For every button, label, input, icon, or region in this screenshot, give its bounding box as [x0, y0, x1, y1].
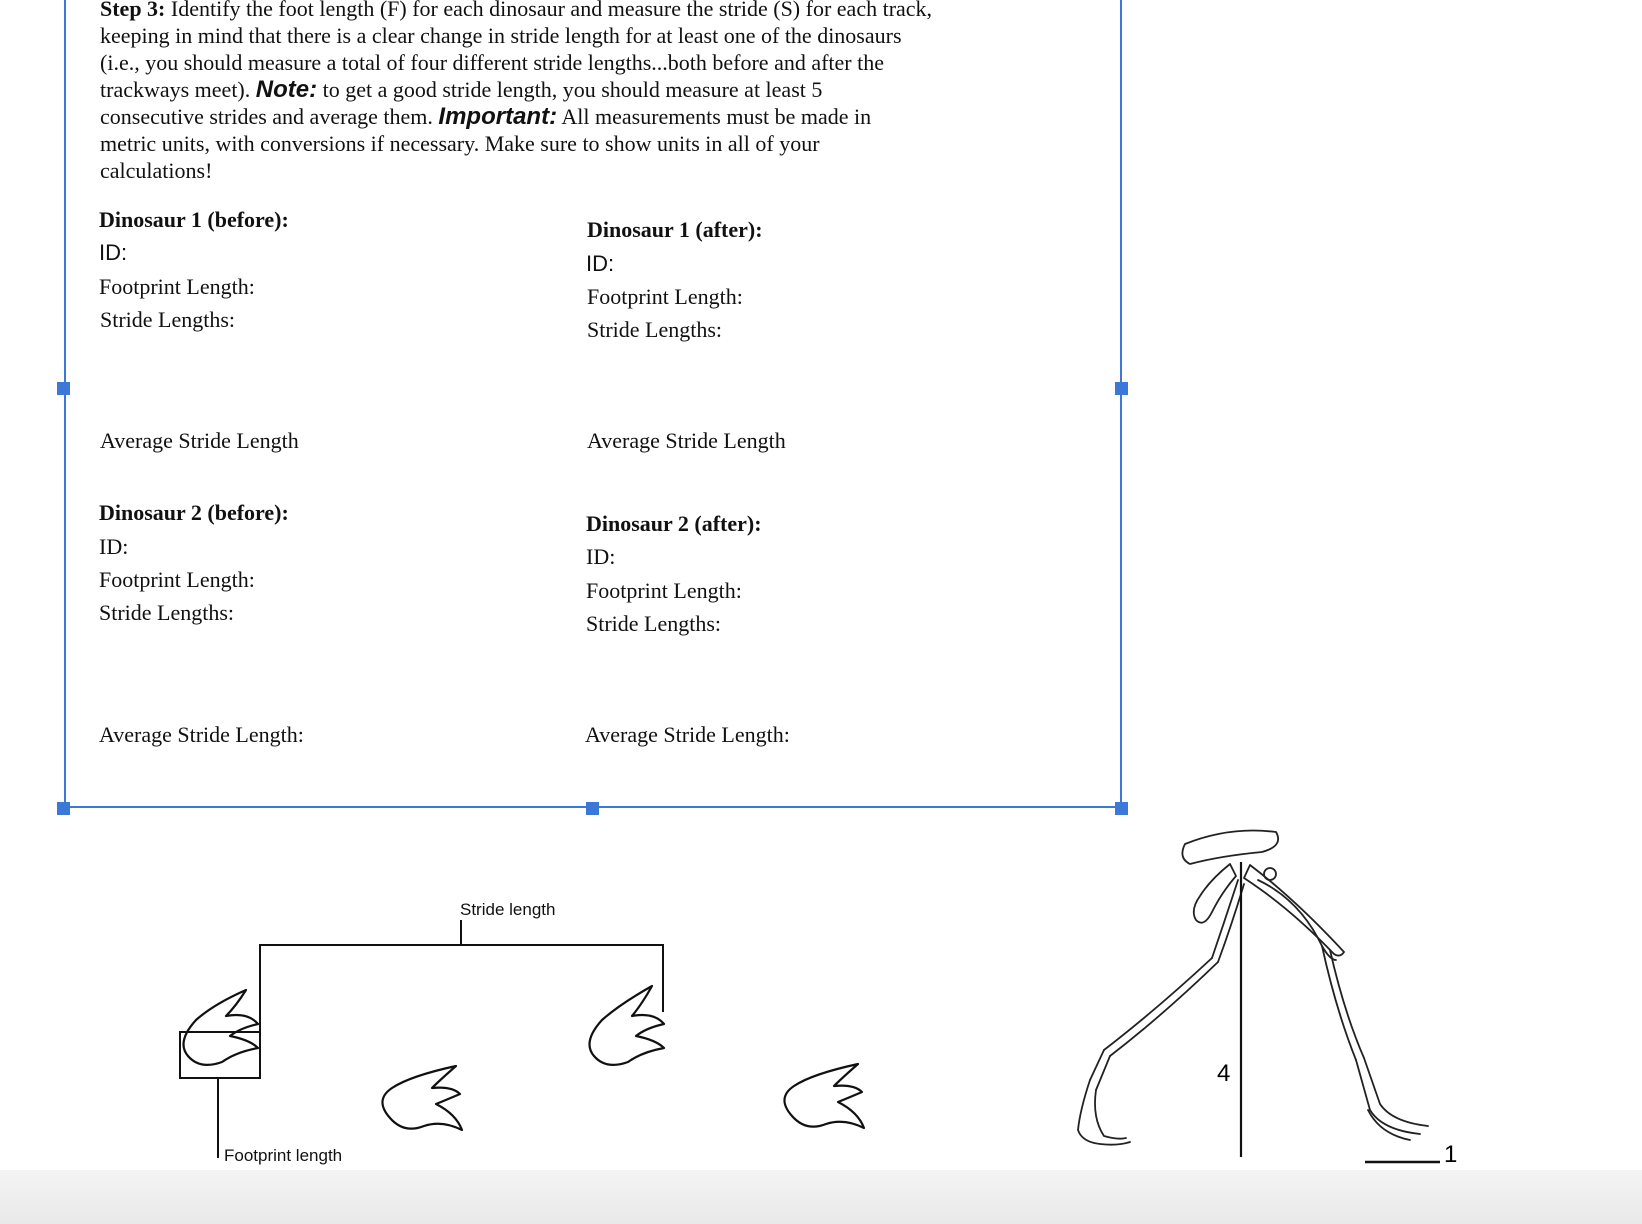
dino1-before-footprint-label: Footprint Length: — [99, 274, 255, 299]
dinosaur-leg-skeleton — [1078, 831, 1428, 1145]
dino2-before-stride-label: Stride Lengths: — [99, 600, 235, 625]
dino2-after-heading: Dinosaur 2 (after): — [586, 511, 762, 536]
footprint-icon-4 — [784, 1064, 864, 1128]
important-label: Important: — [438, 103, 558, 130]
dino1-after-heading: Dinosaur 1 (after): — [587, 217, 763, 242]
dino1-before-stride-label: Stride Lengths: — [100, 307, 236, 332]
instr-line4-start: trackways meet). — [100, 77, 251, 102]
dino1-before-heading: Dinosaur 1 (before): — [99, 207, 289, 232]
resize-handle-middle-left[interactable] — [57, 382, 70, 395]
resize-handle-bottom-right[interactable] — [1115, 802, 1128, 815]
instr-line7: calculations! — [100, 158, 213, 183]
instr-line5-rest: All measurements must be made in — [561, 104, 872, 129]
instr-line6: metric units, with conversions if necessary. Make sure to show units in all of your — [100, 131, 820, 156]
instr-line5-start: consecutive strides and average them. — [100, 104, 433, 129]
note-label: Note: — [255, 76, 318, 103]
step-label: Step 3: — [100, 0, 166, 21]
height-label: 4 — [1217, 1060, 1231, 1087]
stride-bracket — [260, 945, 663, 1078]
instr-line3: (i.e., you should measure a total of four different stride lengths...both before and after the — [100, 50, 885, 75]
dino2-after-stride-label: Stride Lengths: — [586, 611, 722, 636]
selection-frame[interactable] — [64, 0, 1122, 808]
resize-handle-bottom-middle[interactable] — [586, 802, 599, 815]
dino1-after-id-label: ID: — [586, 251, 615, 276]
dino2-after-footprint-label: Footprint Length: — [586, 578, 742, 603]
footprint-icon-3 — [590, 986, 665, 1065]
scale-label: 1 — [1444, 1141, 1458, 1168]
dino1-after-average-label: Average Stride Length — [587, 428, 786, 453]
instr-line1: Identify the foot length (F) for each dinosaur and measure the stride (S) for each track, — [170, 0, 933, 21]
instr-line4-rest: to get a good stride length, you should measure at least 5 — [322, 77, 823, 102]
resize-handle-bottom-left[interactable] — [57, 802, 70, 815]
dino1-before-average-label: Average Stride Length — [100, 428, 299, 453]
resize-handle-middle-right[interactable] — [1115, 382, 1128, 395]
footprint-icon-1 — [184, 990, 259, 1065]
footprint-box — [180, 1032, 260, 1078]
footprint-length-label: Footprint length — [224, 1146, 343, 1165]
dino2-after-id-label: ID: — [586, 544, 616, 569]
dino2-before-heading: Dinosaur 2 (before): — [99, 500, 289, 525]
dino2-after-average-label: Average Stride Length: — [585, 722, 790, 747]
footprint-icon-2 — [382, 1066, 462, 1130]
stride-length-label: Stride length — [460, 900, 556, 919]
dino2-before-average-label: Average Stride Length: — [99, 722, 304, 747]
dino2-before-footprint-label: Footprint Length: — [99, 567, 255, 592]
dino1-after-stride-label: Stride Lengths: — [587, 317, 723, 342]
instr-line2: keeping in mind that there is a clear change in stride length for at least one of the dinosaurs — [100, 23, 902, 48]
dino1-after-footprint-label: Footprint Length: — [587, 284, 743, 309]
dino2-before-id-label: ID: — [99, 534, 129, 559]
dino1-before-id-label: ID: — [99, 240, 128, 265]
bottom-shadow-bar — [0, 1170, 1642, 1224]
